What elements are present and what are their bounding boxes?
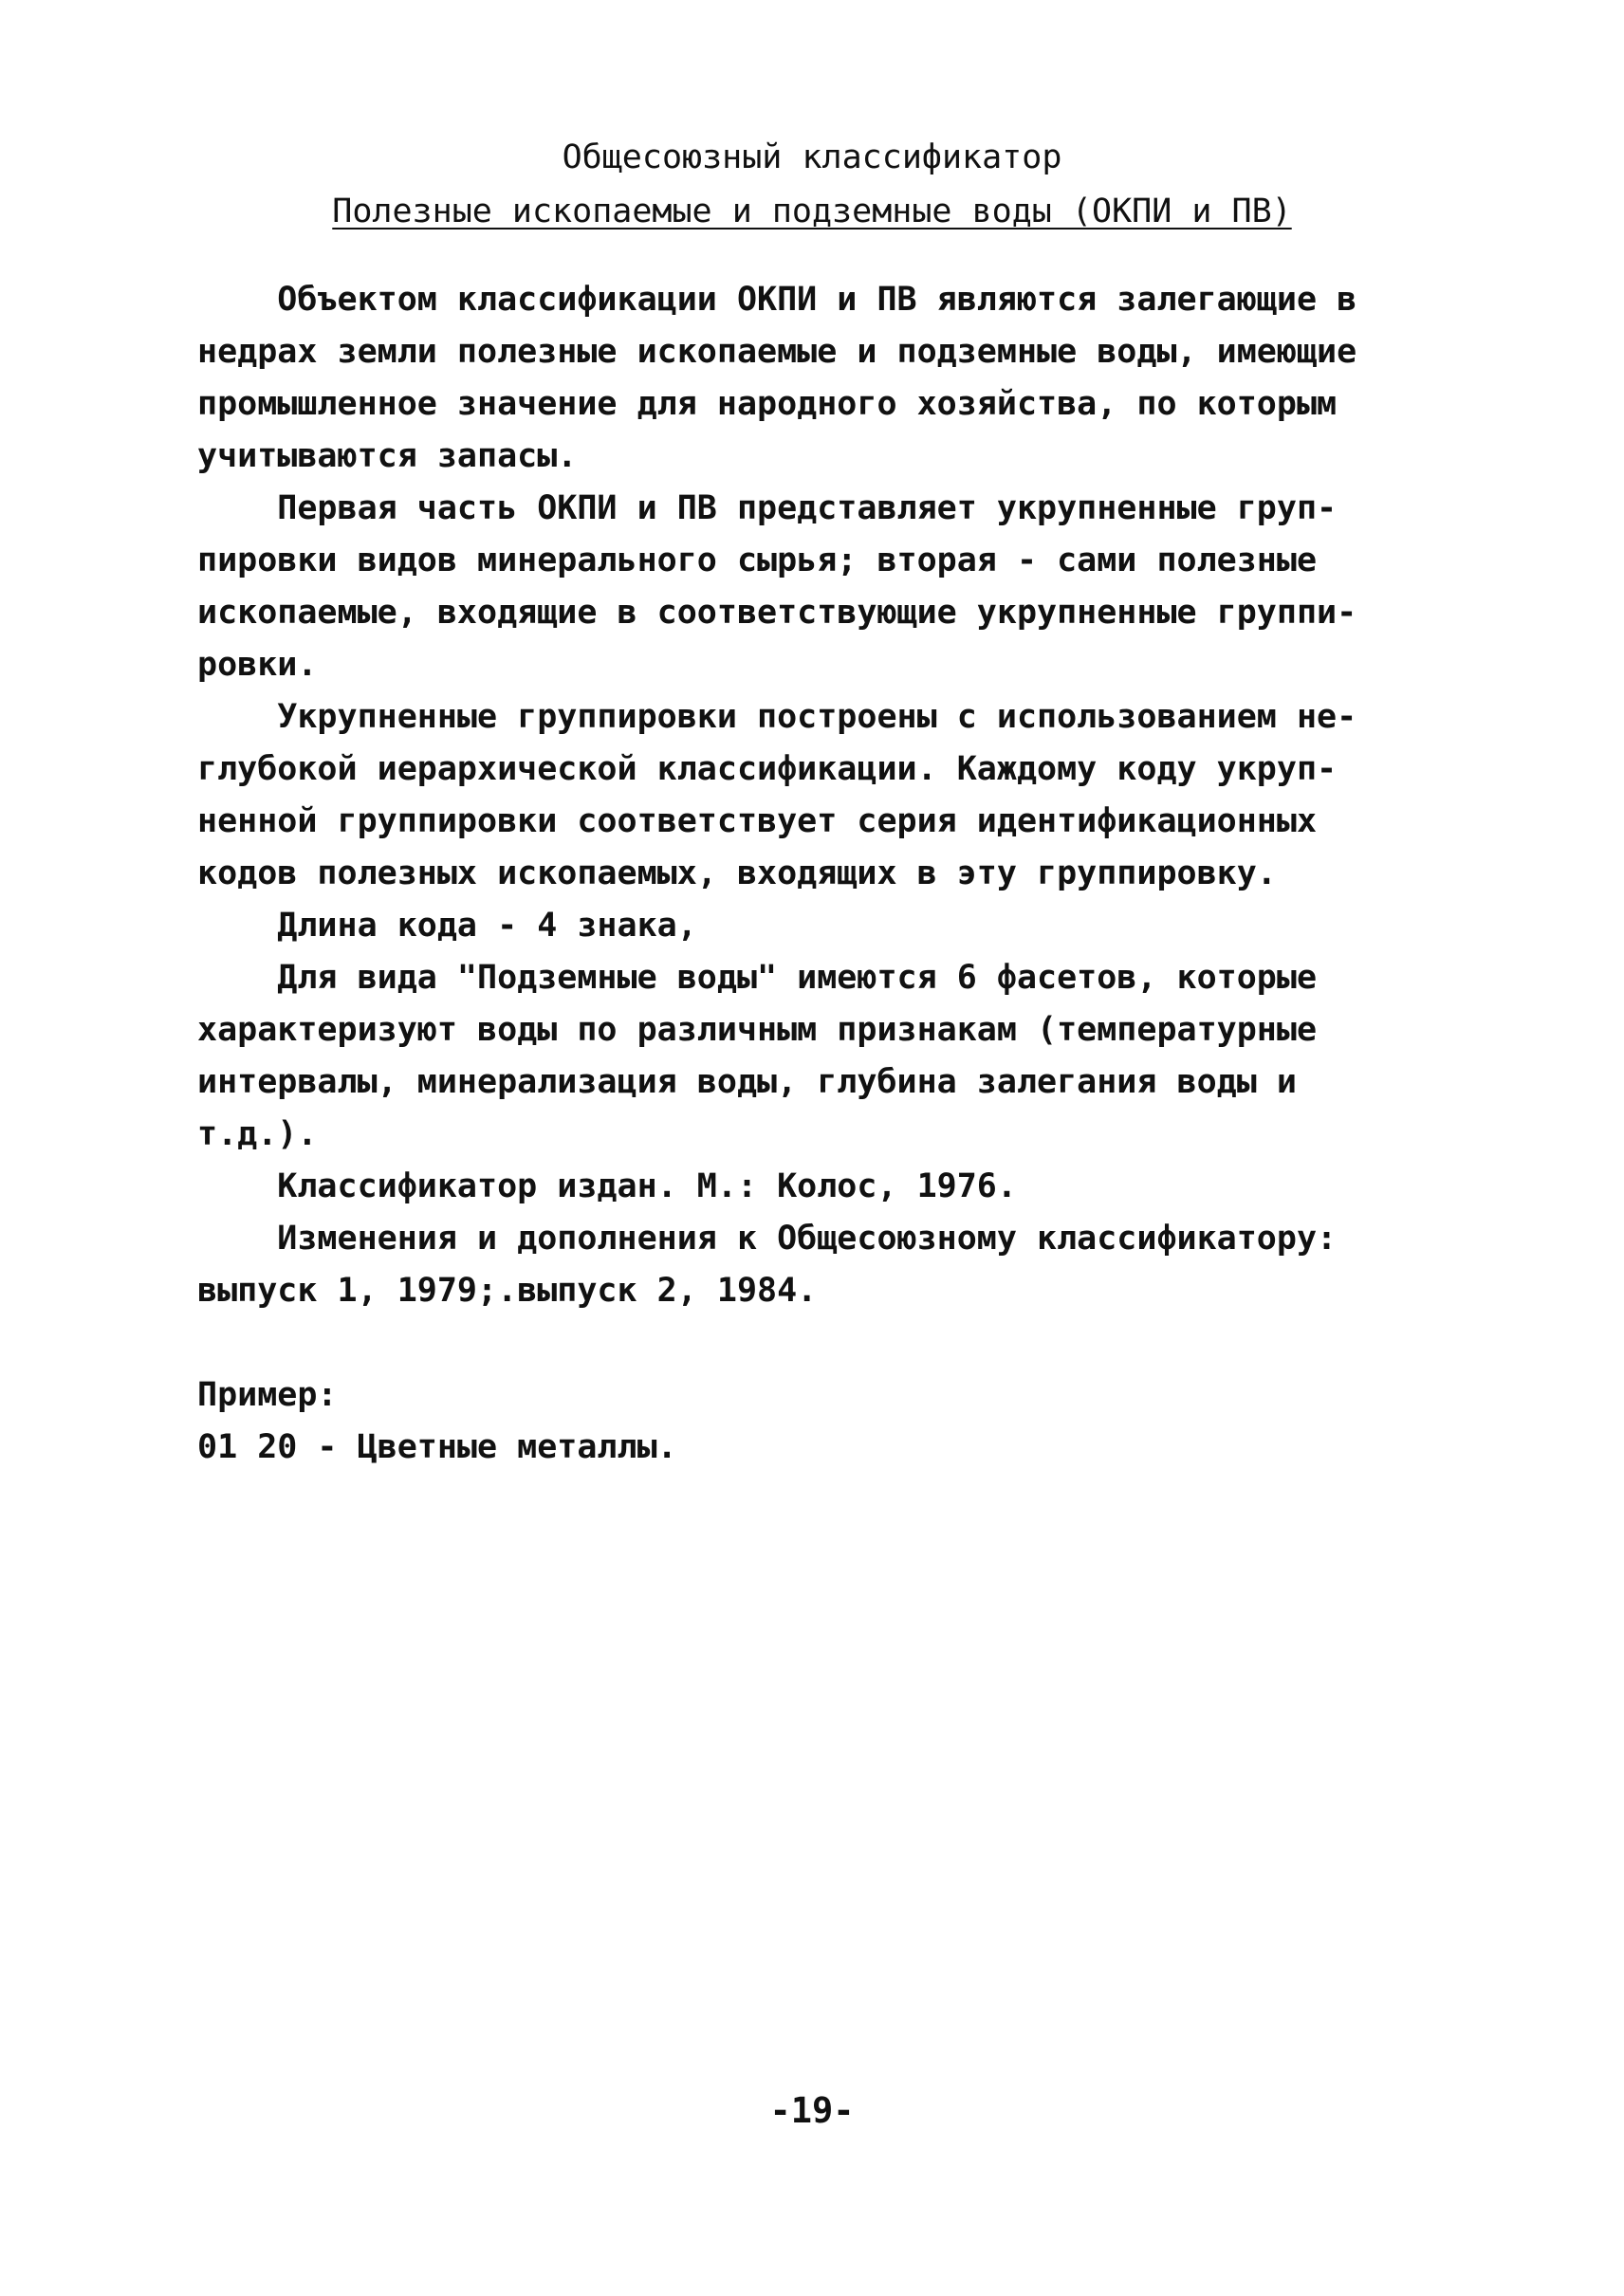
- text-line: учитываются запасы.: [197, 437, 578, 475]
- text-line: Объектом классификации ОКПИ и ПВ являются залегающие в: [197, 281, 1357, 319]
- text-line: т.д.).: [197, 1115, 318, 1153]
- text-line: Укрупненные группировки построены с использованием не-: [197, 698, 1357, 736]
- text-line: ископаемые, входящие в соответствующие укрупненные группи-: [197, 594, 1357, 632]
- text-line: Для вида "Подземные воды" имеются 6 фасетов, которые: [197, 959, 1318, 997]
- text-line: Первая часть ОКПИ и ПВ представляет укрупненные груп-: [197, 489, 1338, 527]
- text-line: характеризуют воды по различным признакам (температурные: [197, 1011, 1318, 1049]
- text-line: выпуск 1, 1979;.выпуск 2, 1984.: [197, 1272, 818, 1310]
- text-line: промышленное значение для народного хозяйства, по которым: [197, 385, 1338, 423]
- document-subtitle-text: Полезные ископаемые и подземные воды (ОКПИ и ПВ): [332, 193, 1292, 230]
- text-line: Классификатор издан. М.: Колос, 1976.: [197, 1167, 1017, 1205]
- text-line: Длина кода - 4 знака,: [197, 907, 697, 945]
- text-line: глубокой иерархической классификации. Каждому коду укруп-: [197, 750, 1338, 788]
- text-line: Изменения и дополнения к Общесоюзному классификатору:: [197, 1220, 1338, 1258]
- example-label: Пример:: [197, 1376, 338, 1414]
- text-line: пировки видов минерального сырья; вторая - сами полезные: [197, 542, 1318, 579]
- text-line: кодов полезных ископаемых, входящих в эту группировку.: [197, 854, 1277, 892]
- text-line: недрах земли полезные ископаемые и подземные воды, имеющие: [197, 333, 1357, 371]
- text-line: ровки.: [197, 646, 318, 684]
- example-text: 01 20 - Цветные металлы.: [197, 1428, 677, 1466]
- document-subtitle: [0, 187, 1624, 236]
- text-line: ненной группировки соответствует серия идентификационных: [197, 802, 1318, 840]
- text-line: интервалы, минерализация воды, глубина залегания воды и: [197, 1063, 1297, 1101]
- page-number: -19-: [769, 2090, 855, 2131]
- document-title: Общесоюзный классификатор: [562, 138, 1062, 176]
